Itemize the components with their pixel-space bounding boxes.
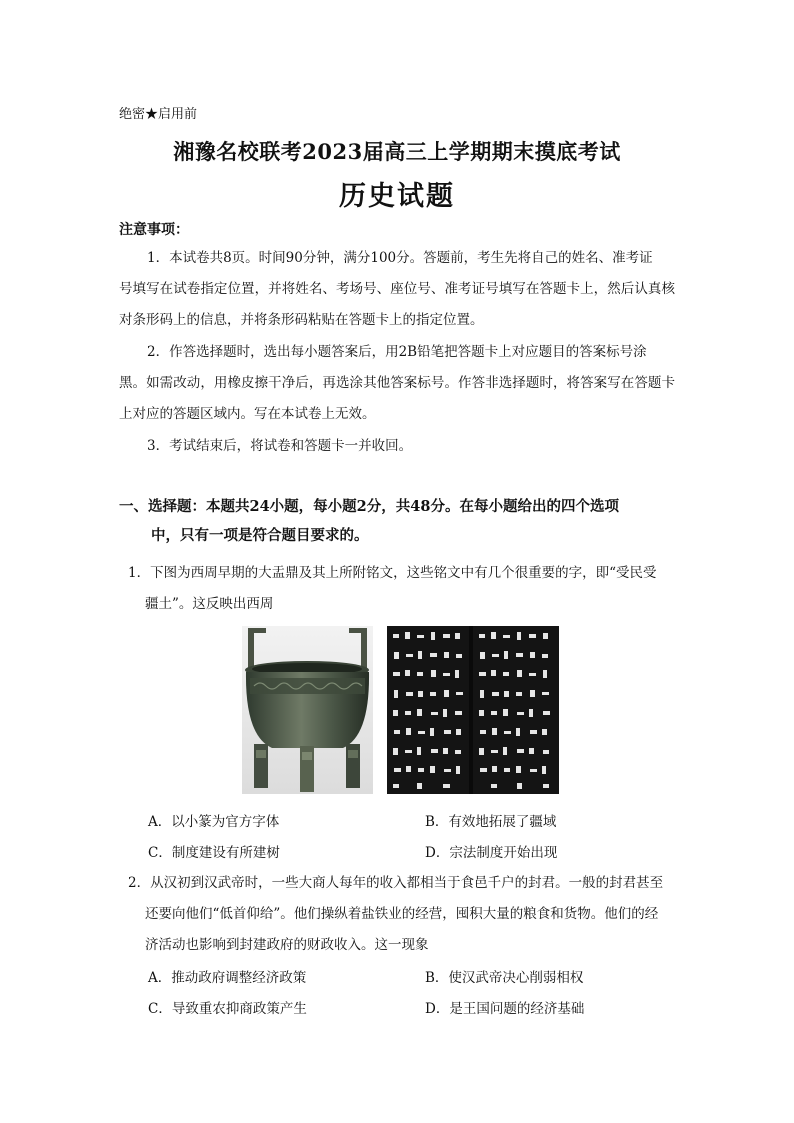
inscription-rubbing-image bbox=[387, 626, 559, 794]
question-1-stem: 1．下图为西周早期的大盂鼎及其上所附铭文，这些铭文中有几个很重要的字，即“受民受 疆土”。这反映出西周 bbox=[128, 565, 657, 612]
subject-title: 历史试题 bbox=[339, 181, 455, 212]
notice-heading: 注意事项： bbox=[119, 222, 189, 238]
question-1-option-d: D．宗法制度开始出现 bbox=[425, 845, 558, 861]
question-1-option-a: A．以小篆为官方字体 bbox=[148, 814, 280, 830]
question-1-option-b: B．有效地拓展了疆域 bbox=[425, 814, 557, 830]
question-2-option-a: A．推动政府调整经济政策 bbox=[148, 970, 307, 986]
notice-item: 3．考试结束后，将试卷和答题卡一并收回。 bbox=[147, 438, 413, 454]
question-2-stem: 2．从汉初到汉武帝时，一些大商人每年的收入都相当于食邑千户的封君。一般的封君甚至 还要向他们“低首仰给”。他们操纵着盐铁业的经营，囤积大量的粮食和货物。他们的经 济活动也影响到封建政府的财政收入。这一现象 bbox=[128, 875, 664, 953]
section-heading: 一、选择题：本题共24小题，每小题2分，共48分。在每小题给出的四个选项 中，只有一项是符合题目要求的。 bbox=[119, 498, 619, 544]
confidential-label: 绝密★启用前 bbox=[119, 107, 198, 122]
question-2-option-d: D．是王国问题的经济基础 bbox=[425, 1001, 585, 1017]
question-2-option-b: B．使汉武帝决心削弱相权 bbox=[425, 970, 584, 986]
notice-item: 1．本试卷共8页。时间90分钟，满分100分。答题前，考生先将自己的姓名、准考证 号填写在试卷指定位置，并将姓名、考场号、座位号、准考证号填写在答题卡上，然后认真核对条形码上的信息，并将条形码粘贴在答题卡上的指定位置。 bbox=[119, 250, 675, 328]
notice-item: 2．作答选择题时，选出每小题答案后，用2B铅笔把答题卡上对应题目的答案标号涂 黑。如需改动，用橡皮擦干净后，再选涂其他答案标号。作答非选择题时，将答案写在答题卡上对应的答题区域内。写在本试卷上无效。 bbox=[119, 344, 675, 422]
bronze-ding-image bbox=[242, 626, 373, 794]
question-1-option-c: C．制度建设有所建树 bbox=[148, 845, 280, 861]
exam-title: 湘豫名校联考2023届高三上学期期末摸底考试 bbox=[173, 139, 621, 164]
question-2-option-c: C．导致重农抑商政策产生 bbox=[148, 1001, 307, 1017]
